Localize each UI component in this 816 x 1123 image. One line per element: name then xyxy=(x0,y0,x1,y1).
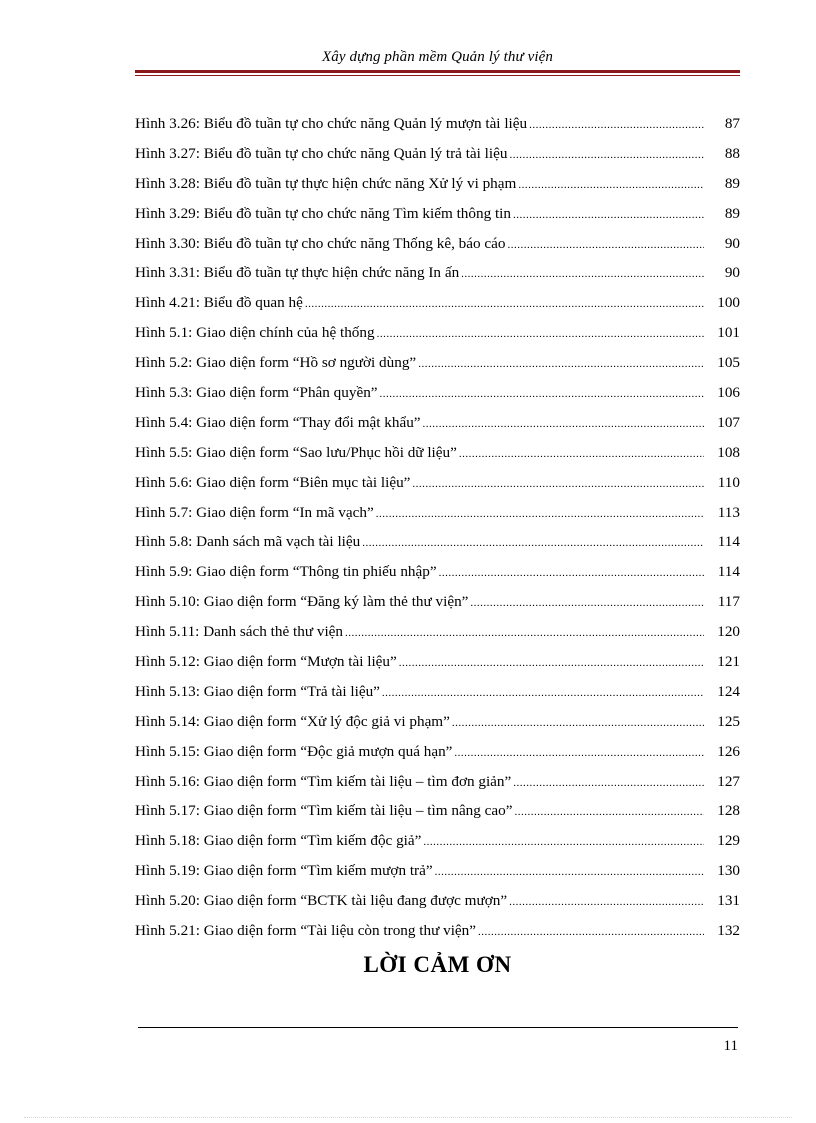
toc-entry[interactable] xyxy=(135,443,740,473)
toc-entry-page: 107 xyxy=(717,413,740,431)
toc-entry[interactable] xyxy=(135,861,740,891)
toc-dot-leader xyxy=(399,653,704,673)
toc-entry-page: 100 xyxy=(717,294,740,312)
toc-dot-leader xyxy=(509,145,704,165)
toc-entry[interactable] xyxy=(135,712,740,742)
toc-entry-label: Hình 5.2: Giao diện form “Hồ sơ người dùng” xyxy=(135,354,417,372)
toc-dot-leader xyxy=(376,504,704,524)
toc-entry-label: Hình 5.18: Giao diện form “Tìm kiếm độc giả” xyxy=(135,832,422,850)
toc-entry[interactable] xyxy=(135,682,740,712)
toc-dot-leader xyxy=(305,294,704,314)
toc-entry-page: 88 xyxy=(724,144,740,162)
toc-entry-label: Hình 5.20: Giao diện form “BCTK tài liệu đang được mượn” xyxy=(135,892,508,910)
toc-dot-leader xyxy=(423,832,704,852)
toc-dot-leader xyxy=(345,623,704,643)
toc-entry-label: Hình 5.10: Giao diện form “Đăng ký làm thẻ thư viện” xyxy=(135,593,469,611)
header-rule-thin xyxy=(135,75,740,76)
header-rule-thick xyxy=(135,70,740,73)
toc-entry-page: 113 xyxy=(717,503,740,521)
page-edge-divider xyxy=(24,1117,792,1118)
toc-entry-label: Hình 5.1: Giao diện chính của hệ thống xyxy=(135,324,375,342)
toc-entry-page: 121 xyxy=(717,653,740,671)
toc-entry-page: 114 xyxy=(717,563,740,581)
toc-entry-label: Hình 3.30: Biểu đồ tuần tự cho chức năng Thống kê, báo cáo xyxy=(135,234,506,252)
toc-entry[interactable] xyxy=(135,742,740,772)
toc-dot-leader xyxy=(470,593,704,613)
toc-dot-leader xyxy=(452,713,704,733)
toc-dot-leader xyxy=(380,384,704,404)
toc-entry[interactable] xyxy=(135,921,740,951)
toc-entry-label: Hình 5.16: Giao diện form “Tìm kiếm tài liệu – tìm đơn giản” xyxy=(135,772,512,790)
toc-entry-page: 117 xyxy=(717,593,740,611)
toc-dot-leader xyxy=(362,533,704,553)
toc-entry-page: 89 xyxy=(724,174,740,192)
toc-entry[interactable] xyxy=(135,234,740,264)
toc-entry[interactable] xyxy=(135,383,740,413)
toc-entry[interactable] xyxy=(135,772,740,802)
toc-entry[interactable] xyxy=(135,353,740,383)
toc-entry-label: Hình 5.3: Giao diện form “Phân quyền” xyxy=(135,384,378,402)
section-heading: LỜI CẢM ƠN xyxy=(363,952,512,977)
toc-entry[interactable] xyxy=(135,532,740,562)
toc-entry-page: 132 xyxy=(717,922,740,940)
toc-dot-leader xyxy=(529,115,704,135)
toc-dot-leader xyxy=(423,414,704,434)
toc-entry-label: Hình 5.6: Giao diện form “Biên mục tài liệu” xyxy=(135,473,411,491)
toc-entry-label: Hình 5.15: Giao diện form “Độc giả mượn quá hạn” xyxy=(135,742,453,760)
toc-entry-page: 106 xyxy=(717,384,740,402)
toc-entry-label: Hình 5.7: Giao diện form “In mã vạch” xyxy=(135,503,374,521)
toc-entry-page: 126 xyxy=(717,742,740,760)
list-of-figures xyxy=(135,114,740,951)
toc-entry-page: 89 xyxy=(724,204,740,222)
toc-entry-page: 130 xyxy=(717,862,740,880)
toc-entry-label: Hình 4.21: Biểu đồ quan hệ xyxy=(135,294,303,312)
toc-dot-leader xyxy=(507,235,704,255)
page-number: 11 xyxy=(723,1038,738,1054)
toc-dot-leader xyxy=(513,773,704,793)
toc-entry-page: 110 xyxy=(717,473,740,491)
toc-entry-page: 108 xyxy=(717,443,740,461)
toc-entry-page: 114 xyxy=(717,533,740,551)
toc-entry[interactable] xyxy=(135,144,740,174)
toc-entry[interactable] xyxy=(135,413,740,443)
toc-entry-page: 129 xyxy=(717,832,740,850)
toc-dot-leader xyxy=(518,175,704,195)
toc-entry-page: 131 xyxy=(717,892,740,910)
toc-entry-label: Hình 5.14: Giao diện form “Xử lý độc giả vi phạm” xyxy=(135,712,450,730)
toc-dot-leader xyxy=(377,324,704,344)
toc-entry-label: Hình 3.27: Biểu đồ tuần tự cho chức năng Quản lý trả tài liệu xyxy=(135,144,508,162)
toc-entry-label: Hình 3.28: Biểu đồ tuần tự thực hiện chức năng Xử lý vi phạm xyxy=(135,174,517,192)
toc-dot-leader xyxy=(513,205,704,225)
toc-entry-page: 90 xyxy=(724,264,740,282)
toc-entry[interactable] xyxy=(135,204,740,234)
toc-entry-page: 120 xyxy=(717,623,740,641)
toc-entry-label: Hình 3.26: Biểu đồ tuần tự cho chức năng Quản lý mượn tài liệu xyxy=(135,115,528,132)
toc-entry-label: Hình 5.12: Giao diện form “Mượn tài liệu” xyxy=(135,653,397,671)
toc-entry[interactable] xyxy=(135,562,740,592)
toc-dot-leader xyxy=(515,802,705,822)
toc-entry-label: Hình 5.9: Giao diện form “Thông tin phiếu nhập” xyxy=(135,563,437,581)
toc-entry-label: Hình 5.17: Giao diện form “Tìm kiếm tài liệu – tìm nâng cao” xyxy=(135,802,513,820)
toc-dot-leader xyxy=(509,892,704,912)
toc-entry[interactable] xyxy=(135,174,740,204)
toc-dot-leader xyxy=(412,474,704,494)
toc-dot-leader xyxy=(459,444,704,464)
toc-entry[interactable] xyxy=(135,622,740,652)
toc-dot-leader xyxy=(454,743,704,763)
toc-entry-label: Hình 3.31: Biểu đồ tuần tự thực hiện chức năng In ấn xyxy=(135,264,460,282)
toc-entry[interactable] xyxy=(135,891,740,921)
toc-entry-page: 105 xyxy=(717,354,740,372)
toc-dot-leader xyxy=(382,683,704,703)
toc-entry-page: 101 xyxy=(717,324,740,342)
toc-entry[interactable] xyxy=(135,293,740,323)
toc-entry-label: Hình 5.5: Giao diện form “Sao lưu/Phục hồi dữ liệu” xyxy=(135,443,457,461)
toc-entry[interactable] xyxy=(135,503,740,533)
toc-entry[interactable] xyxy=(135,652,740,682)
toc-entry-label: Hình 5.21: Giao diện form “Tài liệu còn trong thư viện” xyxy=(135,922,477,940)
toc-entry-page: 124 xyxy=(717,682,740,700)
toc-dot-leader xyxy=(439,563,704,583)
toc-entry-label: Hình 5.8: Danh sách mã vạch tài liệu xyxy=(135,533,361,551)
toc-entry-page: 128 xyxy=(717,802,740,820)
toc-entry[interactable] xyxy=(135,473,740,503)
toc-entry-label: Hình 3.29: Biểu đồ tuần tự cho chức năng Tìm kiếm thông tin xyxy=(135,204,511,222)
footer-rule xyxy=(138,1027,738,1028)
toc-entry[interactable] xyxy=(135,592,740,622)
toc-entry-page: 90 xyxy=(724,234,740,252)
toc-entry-page: 87 xyxy=(724,115,740,132)
toc-entry-page: 127 xyxy=(717,772,740,790)
toc-entry-page: 125 xyxy=(717,712,740,730)
toc-entry[interactable] xyxy=(135,263,740,293)
toc-entry-label: Hình 5.19: Giao diện form “Tìm kiếm mượn trả” xyxy=(135,862,433,880)
toc-entry-label: Hình 5.11: Danh sách thẻ thư viện xyxy=(135,623,344,641)
toc-dot-leader xyxy=(478,922,704,942)
toc-entry[interactable] xyxy=(135,114,740,144)
toc-entry[interactable] xyxy=(135,831,740,861)
toc-entry-label: Hình 5.13: Giao diện form “Trả tài liệu” xyxy=(135,682,380,700)
toc-dot-leader xyxy=(461,264,704,284)
toc-dot-leader xyxy=(418,354,704,374)
toc-dot-leader xyxy=(435,862,704,882)
toc-entry-label: Hình 5.4: Giao diện form “Thay đổi mật khẩu” xyxy=(135,413,421,431)
running-header-title: Xây dựng phần mềm Quản lý thư viện xyxy=(322,49,553,65)
toc-entry[interactable] xyxy=(135,801,740,831)
toc-entry[interactable] xyxy=(135,323,740,353)
